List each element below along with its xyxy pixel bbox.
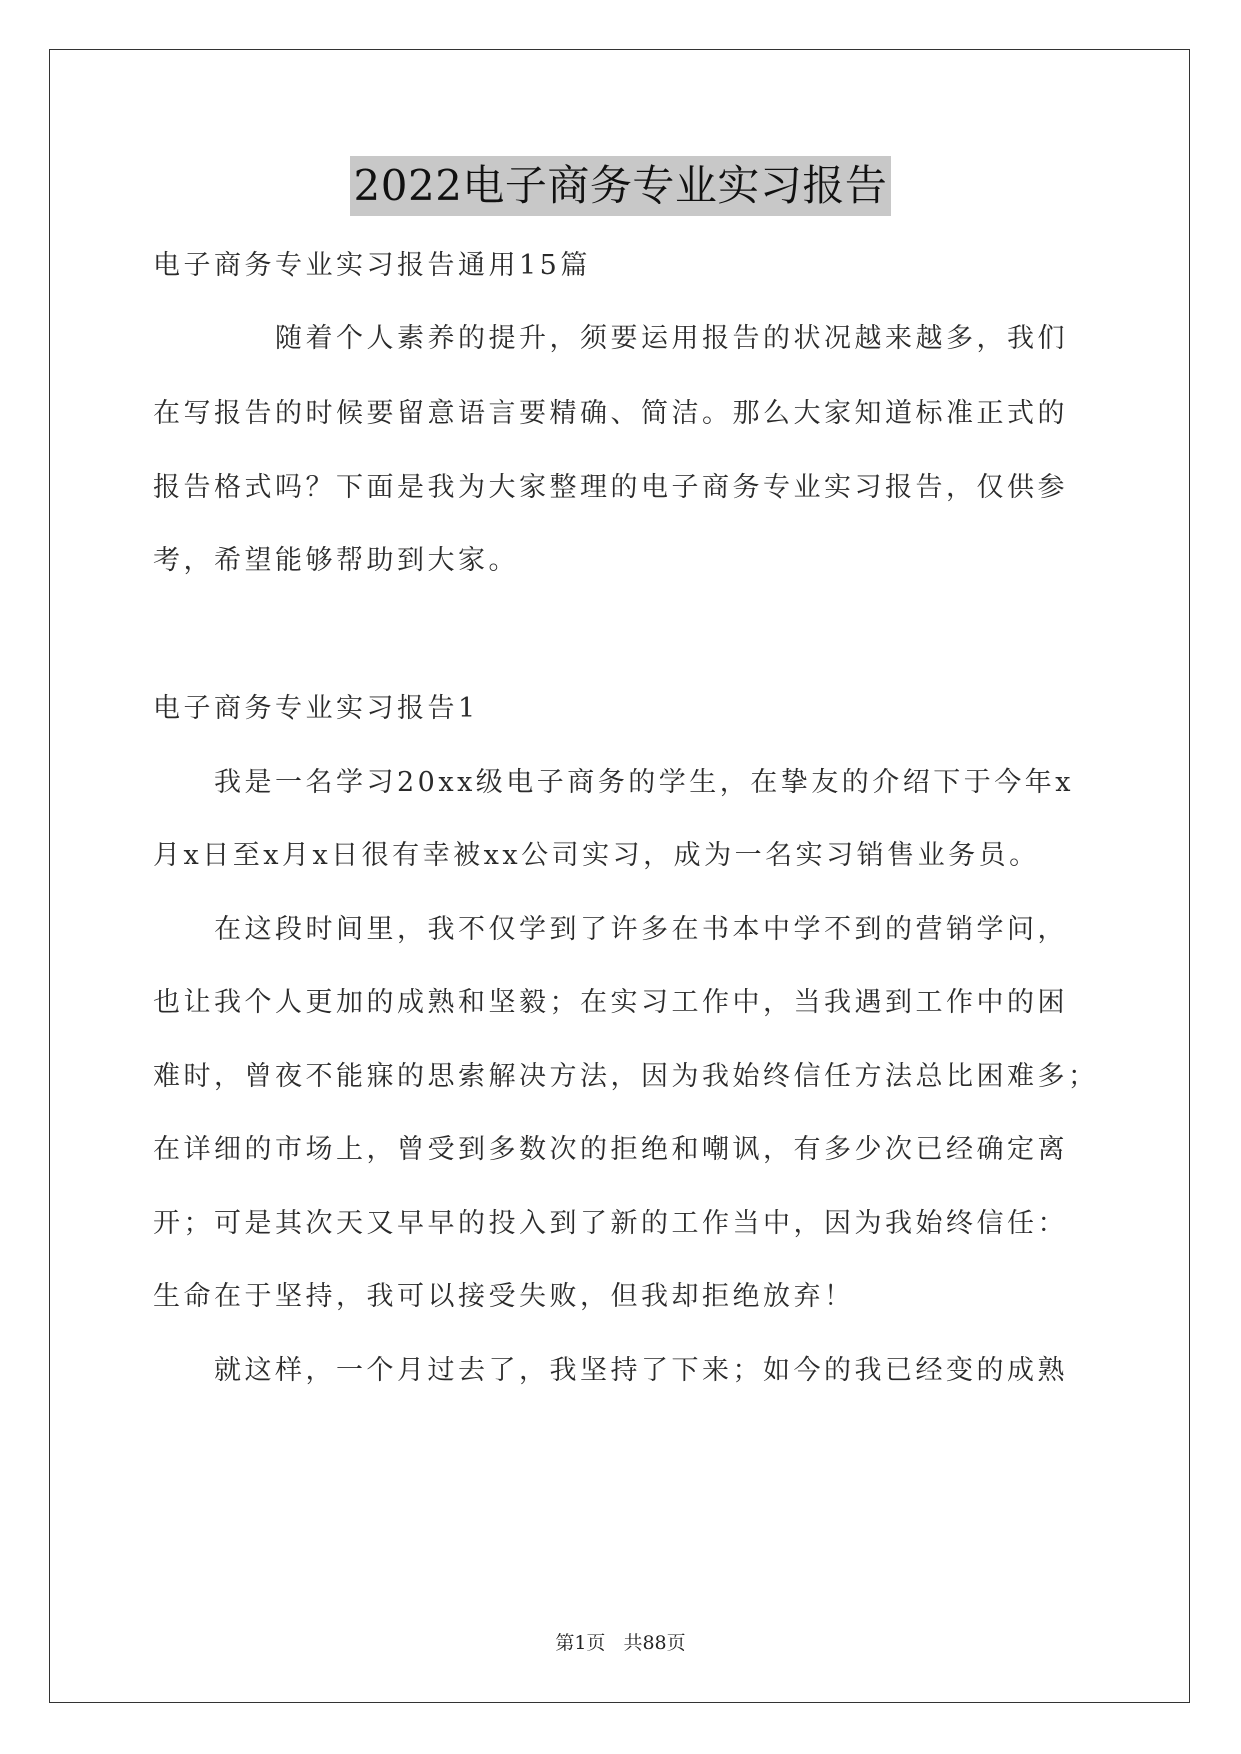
body-line-8: 生命在于坚持，我可以接受失败，但我却拒绝放弃！ [153, 1281, 855, 1312]
intro-line-3: 报告格式吗？下面是我为大家整理的电子商务专业实习报告，仅供参 [153, 472, 1068, 503]
document-title: 2022电子商务专业实习报告 [350, 156, 892, 216]
page-border [49, 49, 1190, 1703]
document-subtitle: 电子商务专业实习报告通用15篇 [153, 250, 591, 281]
intro-line-1: 随着个人素养的提升，须要运用报告的状况越来越多，我们 [153, 323, 1068, 354]
page-number: 第1页 [555, 1632, 606, 1654]
intro-line-2: 在写报告的时候要留意语言要精确、简洁。那么大家知道标准正式的 [153, 398, 1068, 429]
page-footer [0, 1628, 1241, 1655]
body-line-1: 我是一名学习20xx级电子商务的学生，在挚友的介绍下于今年x [153, 767, 1075, 798]
page-total: 共88页 [623, 1632, 686, 1654]
intro-line-4: 考，希望能够帮助到大家。 [153, 545, 519, 576]
body-line-9: 就这样，一个月过去了，我坚持了下来；如今的我已经变的成熟 [153, 1355, 1068, 1386]
body-line-3: 在这段时间里，我不仅学到了许多在书本中学不到的营销学问， [153, 914, 1068, 945]
body-line-6: 在详细的市场上，曾受到多数次的拒绝和嘲讽，有多少次已经确定离 [153, 1134, 1068, 1165]
body-line-2: 月x日至x月x日很有幸被xx公司实习，成为一名实习销售业务员。 [153, 840, 1040, 871]
body-line-7: 开；可是其次天又早早的投入到了新的工作当中，因为我始终信任： [153, 1208, 1068, 1239]
body-line-5: 难时，曾夜不能寐的思索解决方法，因为我始终信任方法总比困难多； [153, 1061, 1099, 1092]
title-container [0, 156, 1241, 216]
body-line-4: 也让我个人更加的成熟和坚毅；在实习工作中，当我遇到工作中的困 [153, 987, 1068, 1018]
section-heading: 电子商务专业实习报告1 [153, 693, 479, 724]
